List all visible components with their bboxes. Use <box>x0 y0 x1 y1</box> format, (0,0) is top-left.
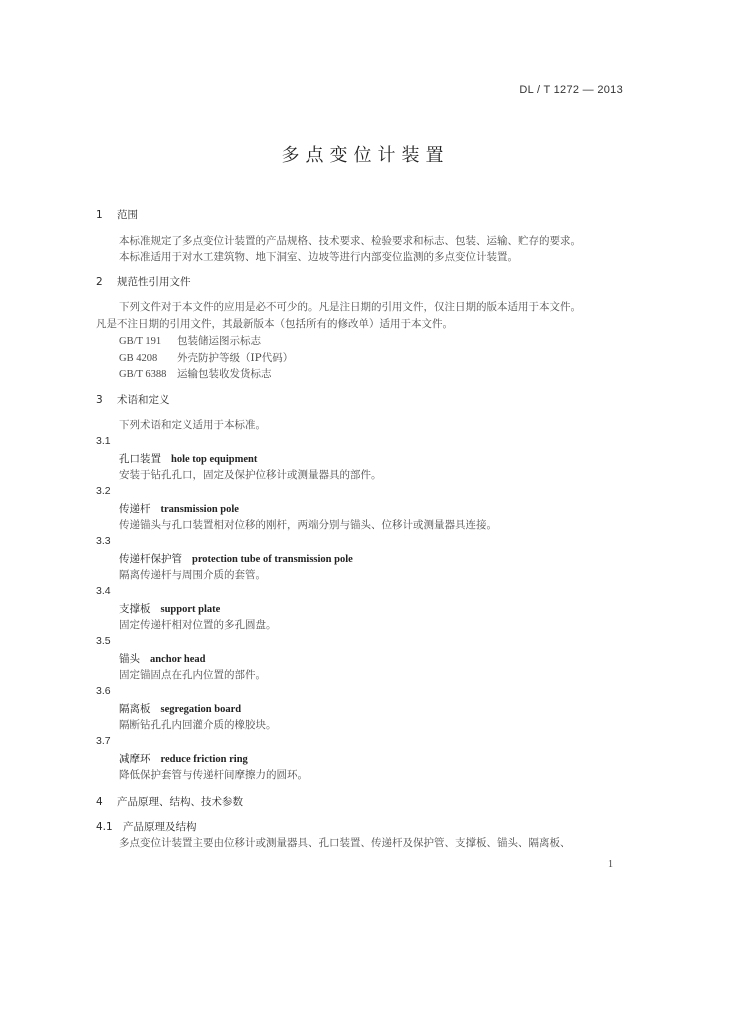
paragraph: 凡是不注日期的引用文件，其最新版本（包括所有的修改单）适用于本文件。 <box>96 318 453 330</box>
section-number: 4 <box>96 796 103 808</box>
paragraph: 本标准适用于对水工建筑物、地下洞室、边坡等进行内部变位监测的多点变位计装置。 <box>119 251 518 263</box>
subsection-title: 产品原理及结构 <box>123 821 197 833</box>
paragraph: 下列术语和定义适用于本标准。 <box>119 419 266 431</box>
term-chinese: 传递杆 <box>119 503 151 515</box>
subsection-number: 4.1 <box>96 821 113 833</box>
reference-item <box>119 350 293 365</box>
reference-item <box>119 366 272 381</box>
term-definition: 隔离传递杆与周围介质的套管。 <box>119 569 266 581</box>
section-4-heading <box>96 794 243 809</box>
term-heading <box>119 501 239 516</box>
reference-code: GB/T 6388 <box>119 369 167 380</box>
term-heading <box>119 751 248 766</box>
section-1-heading <box>96 207 138 222</box>
term-chinese: 减摩环 <box>119 753 151 765</box>
term-chinese: 孔口装置 <box>119 453 161 465</box>
term-heading <box>119 651 206 666</box>
term-number: 3.3 <box>96 535 111 547</box>
term-english: anchor head <box>150 654 206 665</box>
page-number: 1 <box>608 859 613 870</box>
term-heading <box>119 701 241 716</box>
term-number: 3.5 <box>96 635 111 647</box>
term-english: support plate <box>160 604 221 615</box>
term-chinese: 隔离板 <box>119 703 151 715</box>
section-number: 1 <box>96 209 103 221</box>
term-chinese: 锚头 <box>119 653 140 665</box>
term-number: 3.7 <box>96 735 111 747</box>
reference-name: 外壳防护等级（IP代码） <box>177 352 294 364</box>
term-chinese: 支撑板 <box>119 603 151 615</box>
paragraph: 本标准规定了多点变位计装置的产品规格、技术要求、检验要求和标志、包装、运输、贮存的要求。 <box>119 235 581 247</box>
reference-name: 包装储运图示标志 <box>177 335 261 347</box>
term-english: reduce friction ring <box>160 754 248 765</box>
section-title: 范围 <box>117 209 138 221</box>
section-number: 2 <box>96 276 103 288</box>
section-title: 产品原理、结构、技术参数 <box>117 796 243 808</box>
reference-item <box>119 333 261 348</box>
term-definition: 固定传递杆相对位置的多孔圆盘。 <box>119 619 277 631</box>
term-definition: 传递锚头与孔口装置相对位移的刚杆，两端分别与锚头、位移计或测量器具连接。 <box>119 519 497 531</box>
term-definition: 固定锚固点在孔内位置的部件。 <box>119 669 266 681</box>
paragraph: 下列文件对于本文件的应用是必不可少的。凡是注日期的引用文件，仅注日期的版本适用于本文件。 <box>119 301 581 313</box>
reference-code: GB/T 191 <box>119 336 162 347</box>
term-heading <box>119 601 220 616</box>
term-heading <box>119 451 257 466</box>
term-english: hole top equipment <box>171 454 258 465</box>
term-heading <box>119 551 353 566</box>
term-definition: 降低保护套管与传递杆间摩擦力的圆环。 <box>119 769 308 781</box>
term-english: segregation board <box>160 704 242 715</box>
subsection-4-1-heading <box>96 819 197 834</box>
document-code: DL / T 1272 — 2013 <box>519 84 623 96</box>
term-number: 3.2 <box>96 485 111 497</box>
term-english: protection tube of transmission pole <box>192 554 353 565</box>
paragraph: 多点变位计装置主要由位移计或测量器具、孔口装置、传递杆及保护管、支撑板、锚头、隔离板、 <box>119 837 571 849</box>
term-chinese: 传递杆保护管 <box>119 553 182 565</box>
document-title: 多点变位计装置 <box>281 145 450 166</box>
term-number: 3.6 <box>96 685 111 697</box>
section-number: 3 <box>96 394 103 406</box>
term-english: transmission pole <box>160 504 239 515</box>
section-3-heading <box>96 392 170 407</box>
term-number: 3.1 <box>96 435 111 447</box>
term-number: 3.4 <box>96 585 111 597</box>
term-definition: 安装于钻孔孔口，固定及保护位移计或测量器具的部件。 <box>119 469 382 481</box>
term-definition: 隔断钻孔孔内回灌介质的橡胶块。 <box>119 719 277 731</box>
section-2-heading <box>96 274 191 289</box>
section-title: 规范性引用文件 <box>117 276 191 288</box>
section-title: 术语和定义 <box>117 394 170 406</box>
reference-name: 运输包装收发货标志 <box>177 368 272 380</box>
reference-code: GB 4208 <box>119 353 158 364</box>
